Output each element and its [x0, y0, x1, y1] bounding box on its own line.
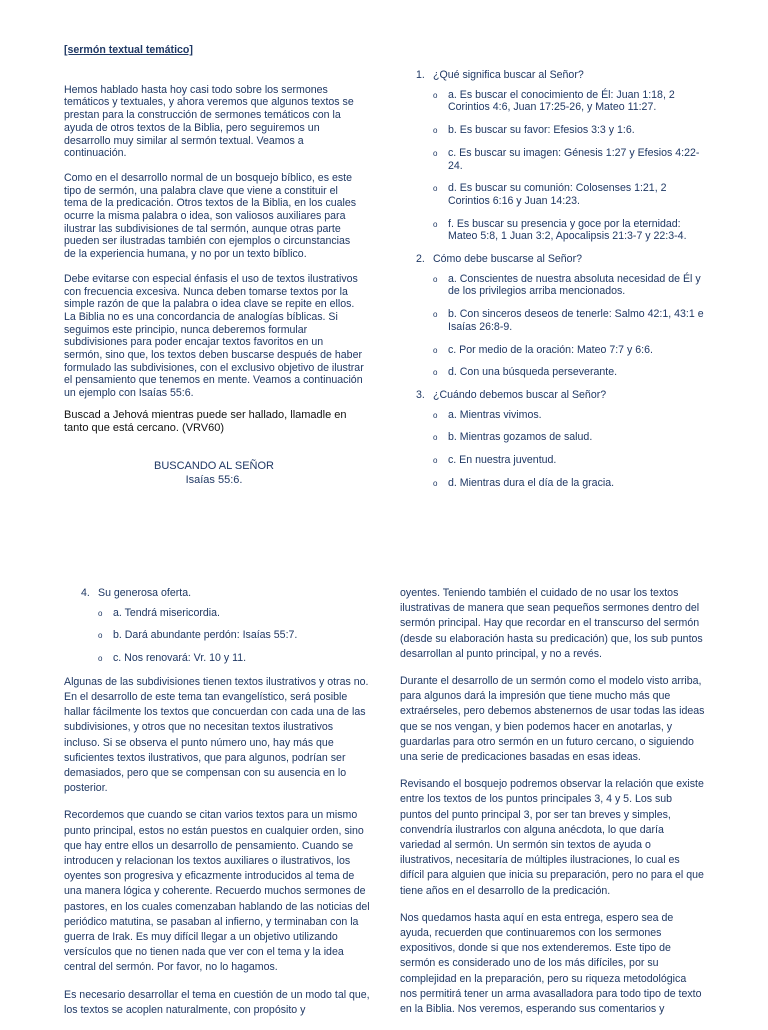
bullet-icon: o	[433, 368, 438, 378]
list-item: o c. En nuestra juventud.	[433, 454, 557, 467]
outline-point	[81, 587, 370, 665]
bullet-icon: o	[98, 654, 103, 664]
point-number: 4.	[81, 587, 90, 599]
point-text: ¿Qué significa buscar al Señor?	[433, 69, 584, 81]
bullet-icon: o	[98, 631, 103, 641]
body-paragraph: Como en el desarrollo normal de un bosquejo bíblico, es este tipo de sermón, una palabra clave que viene a constituir el tema de la predicación. Otros textos de la Biblia, en los cuales ocurre la misma palabra o idea, son valiosos auxiliares para ilustrar las subdivisiones de tal sermón, aunque otras parte pueden ser ilustradas también con ejemplos o circunstancias de la experiencia humana, y no por un texto bíblico.	[64, 171, 357, 261]
bullet-icon: o	[433, 310, 438, 320]
point-number: 3.	[416, 388, 425, 401]
list-item: o b. Dará abundante perdón: Isaías 55:7.	[98, 629, 298, 642]
page2-left-column	[64, 587, 370, 1030]
page1-right-column	[416, 69, 710, 499]
bullet-icon: o	[433, 274, 438, 284]
verse-quote: Buscad a Jehová mientras puede ser hallado, llamadle en tanto que está cercano. (VRV60)	[64, 408, 347, 435]
list-item: o a. Tendrá misericordia.	[98, 606, 220, 619]
list-item: o a. Mientras vivimos.	[433, 408, 542, 421]
bullet-icon: o	[433, 184, 438, 194]
list-item: o f. Es buscar su presencia y goce por la eternidad: Mateo 5:8, 1 Juan 3:2, Apocalipsis 21:3-7 y 22:3-4.	[433, 217, 687, 243]
list-item: o d. Mientras dura el día de la gracia.	[433, 476, 615, 489]
bullet-icon: o	[433, 126, 438, 136]
list-item: o c. Es buscar su imagen: Génesis 1:27 y Efesios 4:22-24.	[433, 146, 700, 172]
body-paragraph: Recordemos que cuando se citan varios textos para un mismo punto principal, estos no están puestos en cualquier orden, sino que hay entre ellos un desarrollo de pensamiento. Cuando se introducen y relacionan los textos auxiliares o ilustrativos, los oyentes son progresiva y eficazmente introducidos al tema de una manera lógica y coherente. Recuerdo muchos sermones de pastores, en los cuales comenzaban hablando de las noticias del periódico matutina, se pasaban al infierno, y terminaban con la guerra de Irak. Es muy difícil llegar a un objetivo utilizando versículos que no tienen nada que ver con el tema y la idea central del sermón. Por favor, no lo hagamos.	[64, 809, 370, 974]
body-paragraph: Es necesario desarrollar el tema en cuestión de un modo tal que, los textos se acoplen naturalmente, con propósito y	[64, 988, 370, 1016]
bullet-icon: o	[433, 478, 438, 488]
outline-point	[416, 253, 710, 379]
body-paragraph: Nos quedamos hasta aquí en esta entrega, espero sea de ayuda, recuerden que continuaremos con los sermones expositivos, donde si que nos extenderemos. Este tipo de sermón es considerado uno de los más difíciles, por su complejidad en la preparación, pero su riqueza metodológica nos permitirá tener un arma avasalladora para todo tipo de texto en la Biblia. Nos veremos, esperando sus comentarios y	[400, 911, 702, 1016]
list-item: o a. Es buscar el conocimiento de Él: Juan 1:18, 2 Corintios 4:6, Juan 17:25-26, y Mateo 11:27.	[433, 88, 675, 114]
outline-title: BUSCANDO AL SEÑOR	[153, 459, 274, 472]
body-paragraph: Durante el desarrollo de un sermón como el modelo visto arriba, para algunos dará la impresión que tiene mucho más que extraérseles, pero debemos abstenernos de usar todas las ideas que se nos vengan, y bien podemos hacer en anotarlas, y guardarlas para otro sermón en un futuro cercano, o siguiendo una serie de predicaciones basadas en esas ideas.	[400, 675, 705, 764]
bullet-icon: o	[98, 608, 103, 618]
bullet-icon: o	[433, 456, 438, 466]
page2-right-column	[400, 586, 706, 1029]
list-item: o c. Por medio de la oración: Mateo 7:7 y 6:6.	[433, 343, 653, 356]
body-paragraph: oyentes. Teniendo también el cuidado de no usar los textos ilustrativas de manera que sean pequeños sermones dentro del sermón principal. Hay que recordar en el transcurso del sermón (desde su elaboración hasta su predicación) que, los sub puntos desarrollan al punto principal, y no a revés.	[400, 587, 703, 660]
list-item: o c. Nos renovará: Vr. 10 y 11.	[98, 652, 247, 665]
list-item: o d. Con una búsqueda perseverante.	[433, 366, 618, 379]
bullet-icon: o	[433, 410, 438, 420]
bullet-icon: o	[433, 148, 438, 158]
point-text: ¿Cuándo debemos buscar al Señor?	[433, 388, 607, 401]
list-item: o b. Mientras gozamos de salud.	[433, 431, 593, 444]
bullet-icon: o	[433, 345, 438, 355]
body-paragraph: Debe evitarse con especial énfasis el uso de textos ilustrativos con frecuencia excesiva. Nunca deben tomarse textos por la simple razón de que la palabra o idea clave se repite en ellos. La Biblia no es una concordancia de analogías bíblicas. Si seguimos este principio, nunca deberemos formular subdivisiones para poder encajar textos favoritos en un sermón, sino que, los textos deben buscarse después de haber formulado las subdivisiones, con el exclusivo objetivo de ilustrar el pensamiento que tenemos en mente. Veamos a continuación un ejemplo con Isaías 55:6.	[64, 272, 364, 400]
bullet-icon: o	[433, 433, 438, 443]
header-link[interactable]: [sermón textual temático]	[64, 44, 193, 56]
point-text: Su generosa oferta.	[98, 587, 192, 599]
outline-point	[416, 69, 710, 243]
outline-reference: Isaías 55:6.	[185, 473, 243, 486]
body-paragraph: Algunas de las subdivisiones tienen textos ilustrativos y otras no. En el desarrollo de este tema tan evangelístico, será posible hallar fácilmente los textos que concuerdan con cada una de las subdivisiones, y otros que no necesitan textos ilustrativos incluso. Si se observa el punto número uno, hay más que suficientes textos ilustrativos, que para algunos, podrían ser demasiados, pero que se compensan con su ausencia en lo posterior.	[64, 675, 369, 795]
list-item: o d. Es buscar su comunión: Colosenses 1:21, 2 Corintios 6:16 y Juan 14:23.	[433, 182, 667, 207]
bullet-icon: o	[433, 219, 438, 229]
outline-point	[416, 389, 710, 490]
point-text: Cómo debe buscarse al Señor?	[433, 253, 582, 266]
point-number: 1.	[416, 69, 425, 81]
list-item: o a. Conscientes de nuestra absoluta necesidad de Él y de los privilegios arriba mencionados.	[433, 272, 701, 298]
body-paragraph: Hemos hablado hasta hoy casi todo sobre los sermones temáticos y textuales, y ahora veremos que algunos textos se prestan para la construcción de sermones temáticos con la ayuda de otros textos de la Biblia, pero seguiremos un desarrollo muy similar al sermón textual. Veamos a continuación.	[64, 83, 354, 160]
point-number: 2.	[416, 253, 425, 266]
bullet-icon: o	[433, 90, 438, 100]
list-item: o b. Es buscar su favor: Efesios 3:3 y 1:6.	[433, 124, 635, 137]
body-paragraph: Revisando el bosquejo podremos observar la relación que existe entre los textos de los puntos principales 3, 4 y 5. Los sub puntos del punto principal 3, por ser tan breves y simples, convendría ilustrarlos con alguna anécdota, lo que daría variedad al sermón. Un sermón sin textos de ayuda o ilustrativos, necesitaría de múltiples ilustraciones, lo cual es difícil para alguien que inicia su preparación, pero no para el que tiene años en el desarrollo de la predicación.	[400, 778, 704, 897]
page1-left-column	[64, 44, 364, 487]
list-item: o b. Con sinceros deseos de tenerle: Salmo 42:1, 43:1 e Isaías 26:8-9.	[433, 308, 704, 333]
